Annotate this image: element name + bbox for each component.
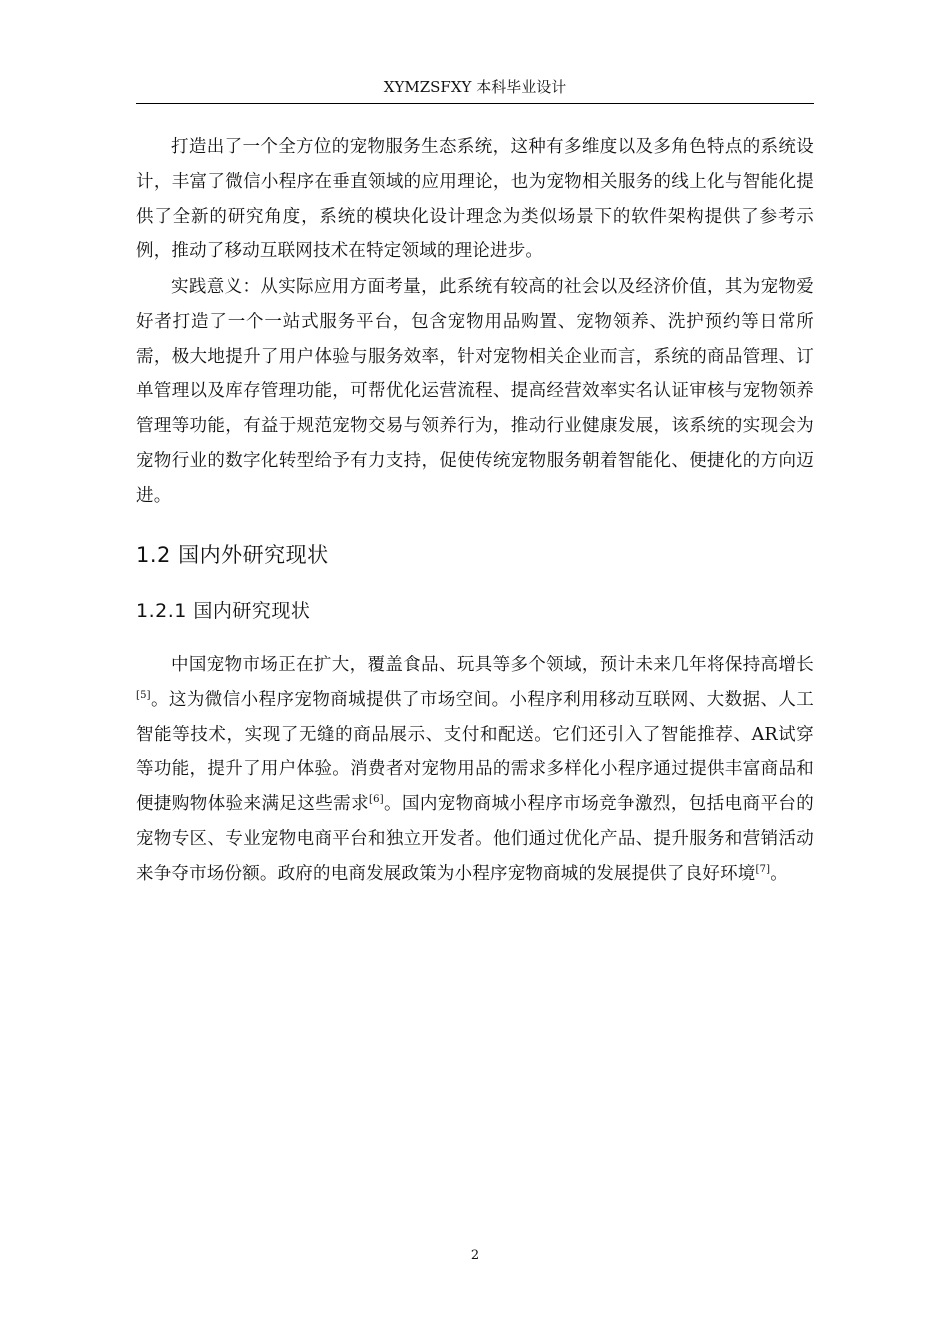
section-heading: 1.2 国内外研究现状 — [136, 543, 329, 567]
paragraph-domestic-research — [136, 648, 814, 892]
citation-ref: [7] — [755, 863, 771, 875]
paragraph-text-segment: 中国宠物市场正在扩大，覆盖食品、玩具等多个领域，预计未来几年将保持高增长 — [171, 655, 814, 675]
citation-ref: [5] — [136, 689, 151, 701]
page-header: XYMZSFXY 本科毕业设计 — [383, 78, 567, 96]
paragraph-text-segment: 。 — [770, 863, 788, 884]
paragraph-theoretical-significance: 打造出了一个全方位的宠物服务生态系统，这种有多维度以及多角色特点的系统设计，丰富了微信小程序在垂直领域的应用理论，也为宠物相关服务的线上化与智能化提供了全新的研究角度，系统的模块化设计理念为类似场景下的软件架构提供了参考示例，推动了移动互联网技术在特定领域的理论进步。 — [136, 137, 814, 262]
citation-ref: [6] — [369, 794, 384, 806]
paragraph-practical-significance: 实践意义：从实际应用方面考量，此系统有较高的社会以及经济价值，其为宠物爱好者打造了一个一站式服务平台，包含宠物用品购置、宠物领养、洗护预约等日常所需，极大地提升了用户体验与服务效率，针对宠物相关企业而言，系统的商品管理、订单管理以及库存管理功能，可帮优化运营流程、提高经营效率实名认证审核与宠物领养管理等功能，有益于规范宠物交易与领养行为，推动行业健康发展，该系统的实现会为宠物行业的数字化转型给予有力支持，促使传统宠物服务朝着智能化、便捷化的方向迈进。 — [136, 277, 814, 506]
page-number: 2 — [470, 1248, 480, 1263]
subsection-heading: 1.2.1 国内研究现状 — [136, 600, 311, 622]
paragraph-text-segment: 。这为微信小程序宠物商城提供了市场空间。小程序利用移动互联网、大数据、人工智能等技术，实现了无缝的商品展示、支付和配送。它们还引入了智能推荐、AR试穿等功能，提升了用户体验。消费者对宠物用品的需求多样化小程序通过提供丰富商品和便捷购物体验来满足这些需求 — [136, 689, 814, 815]
paragraph-text-segment: 。国内宠物商城小程序市场竞争激烈，包括电商平台的宠物专区、专业宠物电商平台和独立开发者。他们通过优化产品、提升服务和营销活动来争夺市场份额。政府的电商发展政策为小程序宠物商城的发展提供了良好环境 — [136, 794, 814, 884]
header-divider — [136, 103, 814, 104]
